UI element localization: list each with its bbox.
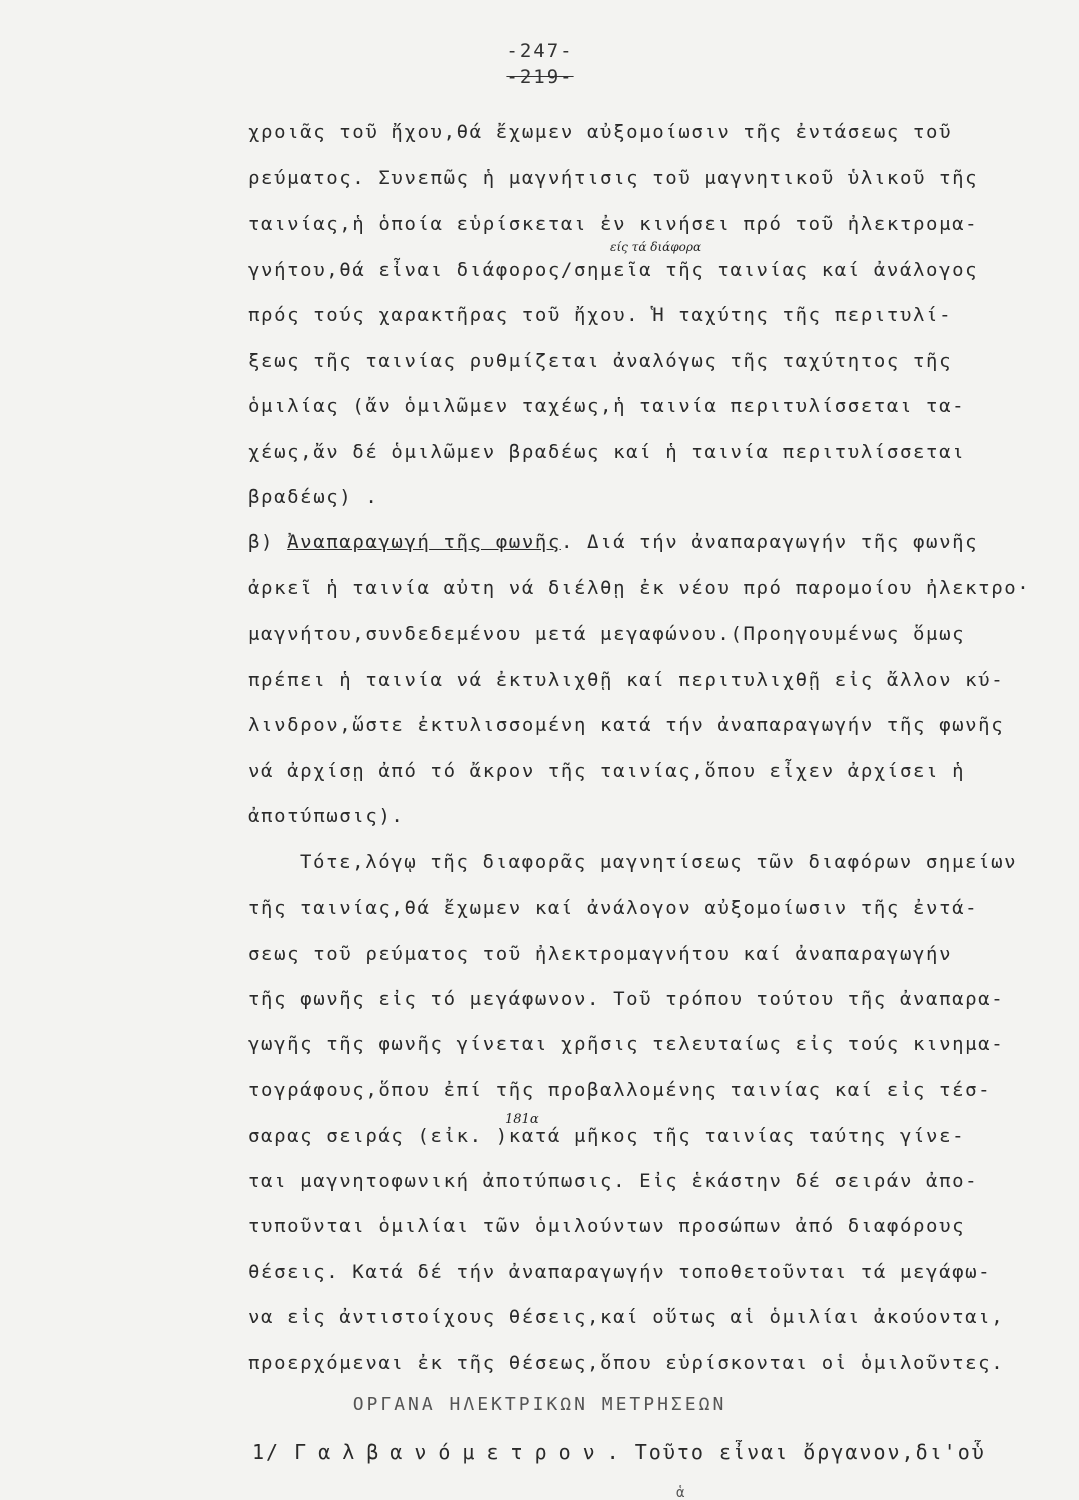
text-line: χέως,ἄν δέ ὁμιλῶμεν βραδέως καί ἡ ταινία περιτυλίσσεται [248, 441, 966, 463]
section-b-prefix: β) [248, 531, 288, 553]
text-line: τογράφους,ὅπου ἐπί τῆς προβαλλομένης ταινίας καί εἰς τέσ- [248, 1079, 992, 1101]
text-line: σεως τοῦ ρεύματος τοῦ ἠλεκτρομαγνήτου καί ἀναπαραγωγήν [248, 943, 953, 965]
footer-mark: ἁ [676, 1485, 685, 1500]
text-line: χροιᾶς τοῦ ἤχου,θά ἔχωμεν αὐξομοίωσιν τῆς ἐντάσεως τοῦ [248, 121, 953, 143]
text-line: ὁμιλίας (ἄν ὁμιλῶμεν ταχέως,ἡ ταινία περιτυλίσσεται τα- [248, 395, 966, 417]
handwritten-margin-note: είς τά διάφορα [610, 240, 702, 254]
text-line: βραδέως) . [248, 486, 379, 508]
section-b-first-line-rest: . Διά τήν ἀναπαραγωγήν τῆς φωνῆς [560, 531, 979, 553]
text-line: ἀρκεῖ ἡ ταινία αὐτη νά διέλθῃ ἐκ νέου πρό παρομοίου ἠλεκτρο· [248, 577, 1031, 599]
text-line: θέσεις. Κατά δέ τήν ἀναπαραγωγήν τοποθετοῦνται τά μεγάφω- [248, 1261, 992, 1283]
section-b-first-line [248, 528, 1038, 556]
item-1-label: 1/ [252, 1440, 295, 1464]
section-heading: ΟΡΓΑΝΑ ΗΛΕΚΤΡΙΚΩΝ ΜΕΤΡΗΣΕΩΝ [352, 1394, 727, 1415]
text-line: πρέπει ἡ ταινία νά ἐκτυλιχθῇ καί περιτυλιχθῇ εἰς ἄλλον κύ- [248, 669, 1005, 691]
text-line: ται μαγνητοφωνική ἀποτύπωσις. Εἰς ἑκάστην δέ σειράν ἀπο- [248, 1170, 979, 1192]
text-line: γωγῆς τῆς φωνῆς γίνεται χρῆσις τελευταίως εἰς τούς κινημα- [248, 1033, 1005, 1055]
text-line: προερχόμεναι ἐκ τῆς θέσεως,ὅπου εὑρίσκονται οἱ ὁμιλοῦντες. [248, 1352, 1005, 1374]
item-1-line [252, 1440, 1042, 1464]
text-line: ξεως τῆς ταινίας ρυθμίζεται ἀναλόγως τῆς ταχύτητος τῆς [248, 350, 953, 372]
item-1-rest: . Τοῦτο εἶναι ὄργανον,δι'οὗ [606, 1440, 986, 1464]
handwritten-figure-number: 181α [505, 1112, 539, 1127]
item-1-term: Γαλβανόμετρον [294, 1440, 607, 1464]
text-line: Τότε,λόγῳ τῆς διαφορᾶς μαγνητίσεως τῶν διαφόρων σημείων [300, 851, 1018, 873]
text-line: γνήτου,θά εἶναι διάφορος/σημεῖα τῆς ταινίας καί ἀνάλογος [248, 259, 979, 281]
text-line: μαγνήτου,συνδεδεμένου μετά μεγαφώνου.(Προηγουμένως ὅμως [248, 623, 966, 645]
text-line: να εἰς ἀντιστοίχους θέσεις,καί οὕτως αἱ ὁμιλίαι ἀκούονται, [248, 1306, 1005, 1328]
text-line: τυποῦνται ὁμιλίαι τῶν ὁμιλούντων προσώπων ἀπό διαφόρους [248, 1215, 966, 1237]
text-line: νά ἀρχίσῃ ἀπό τό ἄκρον τῆς ταινίας,ὅπου εἶχεν ἀρχίσει ἡ [248, 760, 966, 782]
section-b-title: Ἀναπαραγωγή τῆς φωνῆς [287, 531, 561, 553]
text-line: λινδρον,ὥστε ἐκτυλισσομένη κατά τήν ἀναπαραγωγήν τῆς φωνῆς [248, 714, 1005, 736]
text-line: ἀποτύπωσις). [248, 805, 405, 827]
page-number: -247- [506, 40, 574, 62]
text-line: ρεύματος. Συνεπῶς ἡ μαγνήτισις τοῦ μαγνητικοῦ ὑλικοῦ τῆς [248, 167, 979, 189]
text-line: τῆς ταινίας,θά ἔχωμεν καί ἀνάλογον αὐξομοίωσιν τῆς ἐντά- [248, 897, 979, 919]
struck-page-number: -219- [506, 66, 574, 88]
text-line: πρός τούς χαρακτῆρας τοῦ ἤχου. Ἡ ταχύτης τῆς περιτυλί- [248, 304, 953, 326]
text-line: σαρας σειράς (εἰκ. )κατά μῆκος τῆς ταινίας ταύτης γίνε- [248, 1125, 966, 1147]
text-line: τῆς φωνῆς εἰς τό μεγάφωνον. Τοῦ τρόπου τούτου τῆς ἀναπαρα- [248, 988, 1005, 1010]
text-line: ταινίας,ἡ ὁποία εὑρίσκεται ἐν κινήσει πρό τοῦ ἠλεκτρομα- [248, 213, 979, 235]
